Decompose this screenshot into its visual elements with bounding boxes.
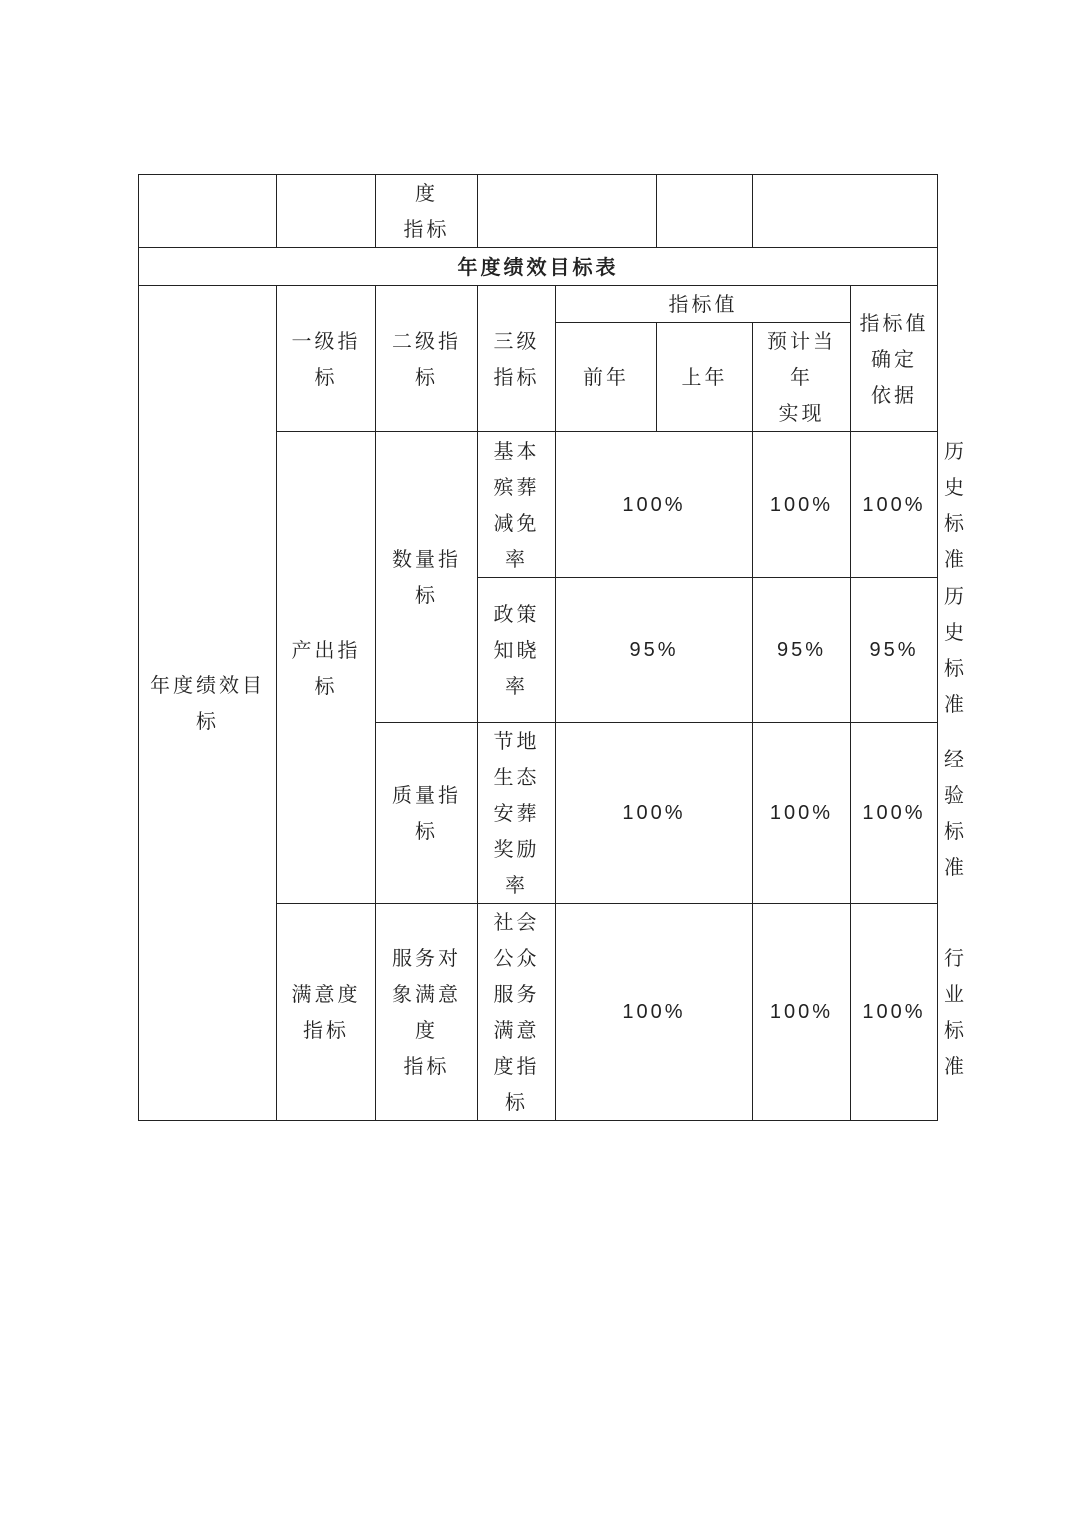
subcategory-quality: 质量指 标 — [376, 723, 478, 904]
last-year-value: 100% — [753, 904, 851, 1121]
last-year-value: 95% — [753, 578, 851, 723]
header-level3: 三级 指标 — [478, 286, 556, 432]
indicator-name: 节地 生态 安葬 奖励 率 — [478, 723, 556, 904]
empty-cell — [277, 175, 376, 248]
performance-table — [138, 174, 967, 1121]
header-value-group: 指标值 — [556, 286, 851, 323]
prev-year-value: 100% — [556, 723, 753, 904]
header-basis: 指标值 确定 依据 — [851, 286, 938, 432]
empty-cell — [657, 175, 753, 248]
indicator-name: 政策 知晓 率 — [478, 578, 556, 723]
header-level2: 二级指 标 — [376, 286, 478, 432]
table-row: 政策 知晓 率 95% 95% 95% 历史标 准 — [139, 578, 938, 723]
prev-row-label: 度 指标 — [376, 175, 478, 248]
expected-value: 100% — [851, 723, 938, 904]
expected-value: 100% — [851, 432, 938, 578]
last-year-value: 100% — [753, 723, 851, 904]
category-satisfaction: 满意度 指标 — [277, 904, 376, 1121]
subcategory-quantity: 数量指 标 — [376, 432, 478, 723]
empty-cell — [139, 175, 277, 248]
previous-section-row — [139, 175, 938, 248]
last-year-value: 100% — [753, 432, 851, 578]
header-expected: 预计当 年 实现 — [753, 323, 851, 432]
category-output: 产出指 标 — [277, 432, 376, 904]
empty-cell — [753, 175, 938, 248]
prev-year-value: 100% — [556, 904, 753, 1121]
table-row: 满意度 指标 服务对 象满意 度 指标 社会 公众 服务 满意 度指 标 100% 100% 100% 行业标 准 — [139, 904, 938, 1121]
expected-value: 95% — [851, 578, 938, 723]
empty-cell — [478, 175, 657, 248]
prev-year-value: 95% — [556, 578, 753, 723]
expected-value: 100% — [851, 904, 938, 1121]
prev-year-value: 100% — [556, 432, 753, 578]
table-row: 产出指 标 数量指 标 基本 殡葬 减免 率 100% 100% 100% 历史标 准 — [139, 432, 938, 578]
subcategory-service: 服务对 象满意 度 指标 — [376, 904, 478, 1121]
table-title: 年度绩效目标表 — [139, 248, 938, 286]
indicator-name: 基本 殡葬 减免 率 — [478, 432, 556, 578]
header-last-year: 上年 — [657, 323, 753, 432]
group-label: 年度绩效目 标 — [139, 286, 277, 1121]
indicator-name: 社会 公众 服务 满意 度指 标 — [478, 904, 556, 1121]
header-prev-year: 前年 — [556, 323, 657, 432]
table-row: 质量指 标 节地 生态 安葬 奖励 率 100% 100% 100% 经验标 准 — [139, 723, 938, 904]
header-level1: 一级指 标 — [277, 286, 376, 432]
